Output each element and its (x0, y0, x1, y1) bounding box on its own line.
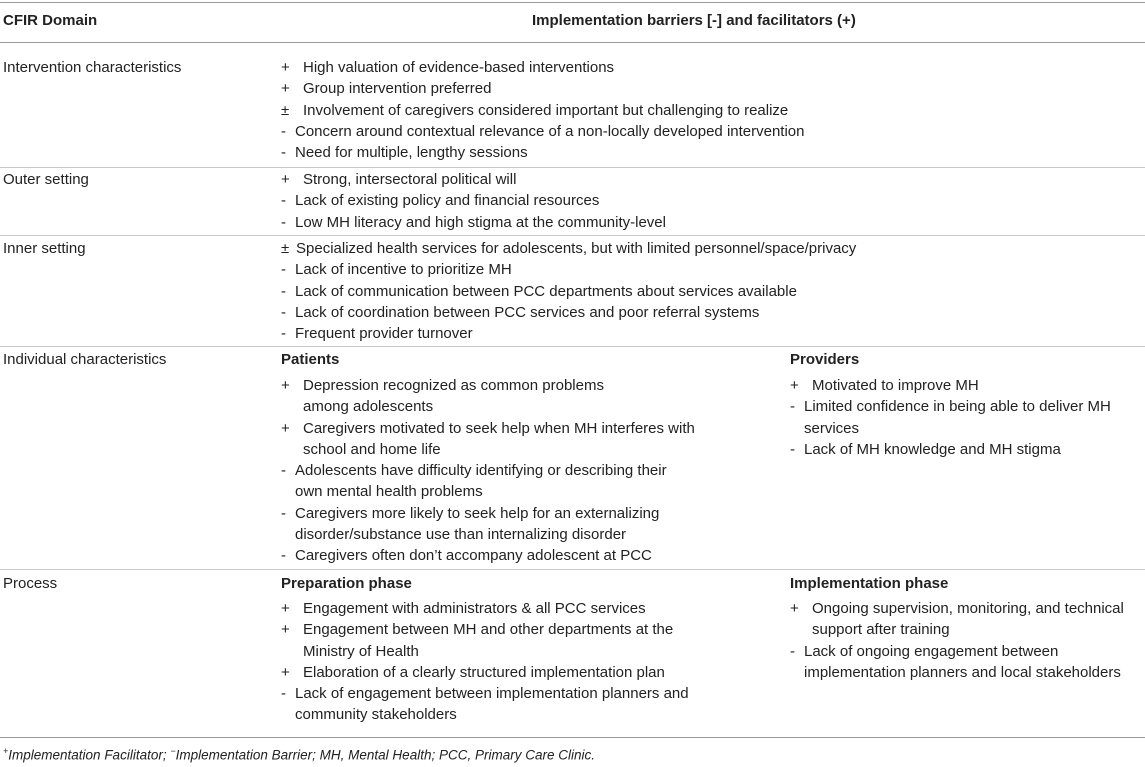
row-label-inner: Inner setting (3, 240, 86, 257)
list-item: - Low MH literacy and high stigma at the community-level (281, 213, 666, 231)
table-footnote: +Implementation Facilitator; −Implementation Barrier; MH, Mental Health; PCC, Primary Care Clinic. (3, 746, 595, 763)
list-item: - Lack of communication between PCC departments about services available (281, 282, 797, 300)
list-item: - Need for multiple, lengthy sessions (281, 144, 528, 162)
table-bottom-rule (0, 737, 1145, 738)
list-item: + Depression recognized as common problems among adolescents (281, 377, 604, 416)
list-item: + High valuation of evidence-based interventions (281, 59, 615, 76)
list-item: - Lack of engagement between implementation planners and community stakeholders (281, 685, 689, 724)
outer-items (281, 169, 1141, 233)
subheading-preparation-phase: Preparation phase (281, 575, 412, 592)
column-header-implementation: Implementation barriers [-] and facilitators (+) (532, 12, 856, 29)
list-item: + Ongoing supervision, monitoring, and technical support after training (790, 600, 1124, 639)
row-label-process: Process (3, 575, 58, 592)
list-item: + Elaboration of a clearly structured implementation plan (281, 663, 665, 681)
list-item: ± Involvement of caregivers considered important but challenging to realize (281, 101, 789, 119)
list-item: - Caregivers often don’t accompany adolescent at PCC (281, 547, 652, 565)
list-item: + Motivated to improve MH (790, 377, 979, 394)
list-item: + Group intervention preferred (281, 80, 492, 98)
row-divider (0, 569, 1145, 570)
row-label-individual: Individual characteristics (3, 351, 167, 368)
row-divider (0, 346, 1145, 347)
list-item: - Caregivers more likely to seek help for an externalizing disorder/substance use than internalizing disorder (281, 504, 660, 544)
list-item: - Limited confidence in being able to deliver MH services (790, 398, 1111, 437)
subheading-providers: Providers (790, 351, 860, 368)
row-divider (0, 235, 1145, 236)
list-item: - Lack of coordination between PCC services and poor referral systems (281, 303, 760, 321)
list-item: + Strong, intersectoral political will (281, 171, 517, 188)
list-item: - Lack of MH knowledge and MH stigma (790, 440, 1061, 458)
list-item: - Lack of ongoing engagement between implementation planners and local stakeholders (790, 642, 1121, 681)
inner-items (281, 238, 1141, 344)
intervention-items (281, 57, 1141, 163)
list-item: - Lack of existing policy and financial resources (281, 192, 600, 210)
list-item: - Adolescents have difficulty identifying or describing their own mental health problems (281, 462, 667, 501)
implementation-items (790, 598, 1143, 683)
providers-items (790, 375, 1143, 460)
list-item: - Frequent provider turnover (281, 325, 473, 343)
table-top-rule (0, 2, 1145, 3)
list-item: + Engagement between MH and other departments at the Ministry of Health (281, 621, 674, 660)
list-item: + Engagement with administrators & all PCC services (281, 600, 646, 617)
row-divider (0, 167, 1145, 168)
table-header-rule (0, 42, 1145, 43)
list-item: ± Specialized health services for adolescents, but with limited personnel/space/privacy (281, 240, 857, 257)
column-header-cfir-domain: CFIR Domain (3, 12, 98, 29)
preparation-items (281, 598, 701, 726)
list-item: - Concern around contextual relevance of a non-locally developed intervention (281, 122, 805, 140)
patients-items (281, 375, 701, 567)
subheading-implementation-phase: Implementation phase (790, 575, 949, 592)
list-item: + Caregivers motivated to seek help when MH interferes with school and home life (281, 419, 695, 458)
row-label-intervention: Intervention characteristics (3, 59, 182, 76)
list-item: - Lack of incentive to prioritize MH (281, 261, 512, 279)
subheading-patients: Patients (281, 351, 340, 368)
row-label-outer: Outer setting (3, 171, 89, 188)
